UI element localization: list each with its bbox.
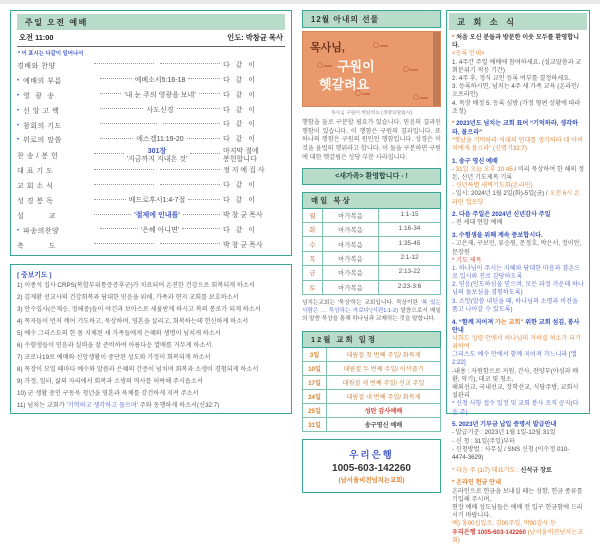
news-line (452, 166, 584, 182)
worship-item-detail (127, 148, 188, 164)
worship-item-detail (136, 136, 183, 144)
news-line (452, 400, 584, 416)
text-segment: '기억하고 생각하고 물으며' (66, 401, 139, 409)
news-line (452, 319, 584, 335)
performer-line1: 박 창 균 목사 (223, 241, 263, 249)
schedule-event: 대림절 첫 번째 주일/ 화목제 (346, 351, 421, 359)
text-segment: 2) 김재환 선교사의 건강회복과 담대한 믿음을 위해, 가족과 현지 교회를 보호하소서 (17, 293, 239, 301)
schedule-day: 31일 (303, 418, 327, 431)
detail-line1: 에베소서5:16-18 (134, 76, 186, 84)
text-segment: 8) 목장이 모일 때마다 예수와 말씀과 은혜의 간증이 넘치며 회복과 소생이 경험되게 하소서 (17, 365, 259, 373)
worship-row (17, 194, 285, 209)
prayer-line (17, 376, 285, 388)
worship-item-performer (223, 148, 285, 164)
text-segment: 말씀으로서 매일의 말씀 묵상을 통해 하나님과 교제하는 것을 말합니다. (302, 308, 441, 323)
detail-line1: '절제에 인내를' (134, 212, 180, 220)
meditation-day: 금 (303, 266, 323, 279)
scan-edge (0, 0, 600, 4)
meditation-book: 마가복음 (323, 281, 379, 294)
meditation-range: 1:35-45 (398, 239, 421, 247)
standing-note: * 이 표시는 다같이 일어나서 (18, 50, 84, 57)
news-line (452, 384, 584, 400)
performer-line1: 다 같 이 (223, 91, 255, 99)
daily-meditation-table (302, 209, 441, 295)
text-segment: 10) 군 생활 중인 구동욱 청년을 영혼과 육체를 강건하게 지켜 주소서 (17, 389, 199, 397)
news-line (452, 335, 584, 351)
row-bullet: • (17, 107, 20, 114)
text-segment: 넘치는교회는 '묵상'하는 교회입니다. 묵상이란 (302, 299, 421, 306)
table-row (302, 390, 441, 404)
text-segment: -내용 : 자원함으로 지원, 간사, 찬양부(야심과 배환, 악기), 데코 및 청소, (452, 367, 579, 383)
text-segment: 위한 교회 섬김, 봉사 안내 (452, 318, 580, 334)
dotted-leader (94, 199, 126, 200)
text-segment: 가는 교회” (494, 318, 524, 326)
worship-row (17, 59, 285, 74)
text-segment: * 온라인 헌금 안내 (452, 479, 502, 487)
worship-item-performer (223, 242, 285, 250)
worship-item-label: 파송의찬양 (23, 227, 60, 235)
text-segment: 1. 하나님이 주시는 지혜와 담대한 마음과 겸손으로 입시와 진로 감당하도록 (452, 264, 581, 281)
text-segment: 1) 이종석 집사 CRPS(복합부위통증증후군)가 치료되어 온전한 건강으로 회복되게 하소서 (17, 282, 255, 289)
prayer-section-title: [ 중보기도 ] (17, 272, 52, 279)
book-description: 행함을 둘로 구분할 필요가 있습니다. 믿음의 결과인 행함이 있습니다. 이 행함은 구원의 결과입니다. 또 하나의 행함은 구원의 원인인 행함입니다. 성경은 이것을 율법의 행위라고 합니다. 이 둘을 구분하면 구원에 대한 헷갈림은 상당 부분 사라집니다. (302, 119, 441, 161)
prayer-line (17, 292, 285, 304)
worship-item-performer (223, 107, 285, 115)
performer-line1: 다 같 이 (223, 76, 255, 84)
dotted-leader (160, 169, 220, 170)
text-segment: 6) 수험생들이 믿음과 실력을 잘 준비하여 아름다운 열매를 거두게 하소서. (17, 341, 214, 349)
dotted-leader (94, 214, 131, 215)
meditation-book: 마가복음 (323, 252, 379, 265)
bank-account-holder: (남서울비전넘치는교회) (338, 476, 405, 484)
performer-line1: 다 같 이 (223, 197, 255, 205)
daily-meditation-title: 매일 묵상 (302, 192, 441, 209)
table-row (302, 223, 441, 237)
performer-line1: 다 같 이 (223, 136, 255, 144)
text-segment: 3. 수험생을 위해 계속 중보합시다. (452, 232, 543, 240)
prayer-line (17, 316, 285, 328)
performer-line1: 마지막 절에 (223, 147, 259, 155)
prayer-line (17, 328, 285, 340)
dotted-leader (177, 108, 220, 109)
dotted-leader (183, 214, 220, 215)
meditation-book: 마가복음 (323, 266, 379, 279)
newcomer-welcome-banner: <새가족> 환영합니다 - ! (302, 168, 441, 185)
book-title-line2: 구원이 (337, 59, 375, 74)
prayer-line (17, 340, 285, 352)
key-icon (317, 62, 323, 68)
meditation-day: 목 (303, 252, 323, 265)
prayer-line (17, 280, 285, 292)
schedule-event: 대림절 두 번째 주일/ 이삭줍기 (343, 365, 424, 373)
text-segment: 2. 다음 주일은 2024년 신년감사 주일 (452, 211, 551, 219)
dotted-leader (94, 63, 154, 64)
text-segment: 다음 주 (1/7) 대표기도 : (456, 466, 521, 474)
meditation-book: 마가복음 (323, 237, 379, 250)
detail-line1: 사도신경 (146, 106, 174, 114)
worship-item-performer (223, 92, 285, 100)
table-row (302, 418, 441, 432)
worship-item-performer (223, 121, 285, 129)
table-row (302, 348, 441, 362)
meditation-day: 월 (303, 209, 323, 222)
meditation-range: 1:16-34 (398, 225, 421, 233)
worship-item-label: 설 교 (17, 213, 56, 221)
dotted-leader (190, 153, 220, 154)
worship-row (17, 224, 285, 239)
bank-account-number: 1005-603-142260 (332, 462, 411, 474)
text-segment: 3. 소망(말씀 내딛을 때, 하나님의 소명과 비전을 품고 나아갈 수 있도록) (452, 297, 578, 313)
meditation-book: 마가복음 (323, 209, 379, 222)
text-segment: 온라인으로 헌금을 보내실 때는 성함, 헌금 종류를 기입해 주시며, (452, 487, 583, 503)
detail-line1: '내 눈 주의 영광을 보네' (124, 91, 196, 99)
text-segment: <등록 안내> (452, 50, 485, 58)
detail-line1: '은혜 아니면' (140, 226, 180, 234)
row-bullet: • (17, 137, 20, 144)
text-segment: * 기도 제목 (452, 256, 482, 264)
worship-item-label: 찬 송 / 봉 헌 (17, 152, 59, 160)
worship-item-label: 신 앙 고 백 (23, 107, 60, 115)
news-line (452, 100, 584, 116)
worship-item-detail (141, 227, 179, 235)
text-segment: * (452, 120, 457, 128)
dotted-leader (100, 138, 133, 139)
dotted-leader (100, 93, 121, 94)
row-bullet: • (17, 122, 20, 129)
detail-line1: 에스겔11:19-20 (136, 136, 184, 144)
worship-row (17, 238, 285, 253)
table-row (302, 266, 441, 280)
worship-item-label: 위로의 말씀 (23, 137, 62, 145)
worship-row (17, 164, 285, 179)
worship-row (17, 209, 285, 224)
worship-item-performer (223, 77, 285, 85)
dotted-leader (94, 153, 124, 154)
church-news-title: 교 회 소 식 (449, 13, 587, 30)
book-title-line3: 헷갈려요 (319, 77, 370, 92)
dotted-leader (160, 243, 220, 244)
text-segment: 4. 목장 배정 5. 등록 심방 (가정 형편 상황에 따라 조정) (452, 99, 581, 115)
schedule-event: 송구영신 예배 (364, 421, 403, 429)
text-segment: 오전 6시 온라인 업로딩 (452, 190, 580, 206)
news-line (452, 34, 584, 50)
left-page (10, 10, 292, 414)
book-spine (433, 32, 440, 106)
book-cover-image (302, 31, 441, 107)
worship-item-label: 대 표 기 도 (17, 168, 54, 176)
worship-item-label: 참회의 기도 (23, 122, 62, 130)
schedule-event: 대림절 네 번째 주일/ 화목제 (346, 393, 421, 401)
worship-item-performer (223, 182, 285, 190)
meditation-range: 2:23-3:6 (397, 282, 422, 290)
schedule-event: 성탄 감사예배 (364, 407, 403, 415)
news-line (452, 438, 584, 446)
dotted-leader (182, 228, 220, 229)
text-segment: 예) 홍00십일조, 김00주일, 박00감사 등 (452, 520, 556, 528)
worship-item-performer (223, 62, 285, 70)
table-row (302, 376, 441, 390)
schedule-day: 24일 (303, 390, 327, 403)
performer-line1: 다 같 이 (223, 182, 255, 190)
worship-item-performer (223, 227, 285, 235)
meditation-book: 마가복음 (323, 223, 379, 236)
dotted-leader (100, 108, 143, 109)
detail-line2: '지금까지 지내온 것' (126, 155, 188, 163)
news-line (452, 429, 584, 437)
news-line (452, 257, 584, 265)
bank-name: 우리은행 (349, 449, 394, 461)
dotted-leader (94, 169, 154, 170)
text-segment: 4. “함께 지어져 (452, 318, 495, 326)
dotted-leader (160, 184, 220, 185)
worship-leader: 인도: 박창균 목사 (227, 33, 283, 42)
table-row (302, 362, 441, 376)
text-segment: 우리은행 1005-603-142260 (452, 528, 528, 536)
prayer-lines (17, 280, 285, 412)
text-segment: 2. 믿음(인도하심을 믿으며, 모든 과정 가운데 하나님의 돌보심을 경험하도록) (452, 281, 584, 297)
key-icon (373, 42, 379, 48)
prayer-line (17, 400, 285, 412)
news-line (452, 190, 584, 206)
performer-line1: 정 지 예 집 사 (223, 167, 265, 175)
news-line (452, 446, 584, 462)
dotted-leader (100, 123, 157, 124)
worship-item-detail (134, 212, 180, 220)
worship-item-performer (223, 212, 285, 220)
worship-row (17, 133, 285, 148)
schedule-day: 10일 (303, 362, 327, 375)
row-bullet: • (17, 227, 20, 234)
news-line (452, 59, 584, 75)
text-segment: (남서울비전넘치는교회) (452, 528, 584, 544)
dotted-leader (187, 138, 220, 139)
text-segment: 현장 예배 성도님들은 예배 전 입구 헌금함에 드리시기 바랍니다. (452, 503, 583, 520)
worship-item-detail (146, 107, 173, 115)
church-news-column (446, 10, 590, 544)
news-line (452, 240, 584, 256)
right-page (302, 10, 590, 544)
text-segment: 11) 넘치는 교회가 (17, 401, 67, 409)
news-line (452, 50, 584, 58)
news-line (452, 529, 584, 545)
text-segment: - 일시: 2024년 1월 2일(화)-5일(금) / (452, 190, 550, 198)
gift-column (302, 10, 441, 493)
dotted-leader (94, 243, 154, 244)
performer-line1: 다 같 이 (223, 121, 255, 129)
text-segment: - (452, 165, 456, 173)
news-line (452, 83, 584, 99)
book-caption: 목사님 구원이 헷갈려요 (생명의말씀사) (330, 111, 413, 116)
intercessory-prayer-section (10, 264, 292, 414)
table-row (302, 404, 441, 418)
meditation-day: 수 (303, 237, 323, 250)
performer-line2: 봉헌합니다 (223, 155, 257, 163)
key-icon (403, 66, 409, 72)
text-segment: - 전 세대 연합 예배 (452, 219, 503, 227)
text-segment: 9) 가정, 일터, 삶의 자리에서 회복과 소생의 역사를 허락해 주시옵소서 (17, 377, 203, 385)
dotted-leader (163, 123, 220, 124)
book-title-line1: 목사님, (310, 42, 345, 54)
worship-item-performer (223, 167, 285, 175)
text-segment: 2023년도 넘치는 교회 표어 “기억하라, 생각하라, 물으라” (452, 120, 578, 136)
prayer-line (17, 304, 285, 316)
text-segment: 5. 2023년 기부금 납입 증명서 발급안내 (452, 421, 557, 429)
text-segment: - 신 청 : 31일(주일)부터 (452, 437, 516, 445)
row-bullet: • (17, 92, 20, 99)
news-line (452, 467, 584, 475)
worship-row (17, 88, 285, 103)
prayer-line (17, 388, 285, 400)
text-segment: 31일 오늘 오후 10:45 (455, 165, 513, 173)
performer-line1: 다 같 이 (223, 106, 255, 114)
worship-section-title: 주일 오전 예배 (17, 14, 285, 30)
news-line (452, 351, 584, 367)
worship-rows (17, 59, 285, 254)
text-segment: 너희도 성령 안에서 하나님의 거하실 처소가 되기 위하여 (452, 334, 581, 351)
worship-item-label: 예배의 부름 (23, 77, 62, 85)
news-line (452, 137, 584, 153)
worship-item-performer (223, 197, 285, 205)
text-segment: * 신청 사항 접수 일정 및 교회 봉사 조직 공지(다음 주) (452, 400, 579, 416)
text-segment: 1. 송구 영신 예배 (452, 157, 498, 165)
news-line (452, 75, 584, 83)
text-segment: 2. 4주 후, 정식 교인 등록 여부를 결정하세요. (452, 74, 571, 82)
meditation-note (302, 299, 441, 324)
worship-item-detail (129, 197, 186, 205)
news-line (452, 120, 584, 136)
text-segment: 그리스도 예수 안에서 함께 지어져 가느니라 [엡 2:22] (452, 351, 577, 367)
gift-section-title: 12월 아내의 선물 (302, 10, 441, 28)
dotted-leader (188, 199, 220, 200)
worship-time-row (17, 30, 285, 47)
december-schedule-table (302, 348, 441, 432)
dotted-leader (160, 63, 220, 64)
worship-item-performer (223, 136, 285, 144)
meditation-day: 화 (303, 223, 323, 236)
schedule-day: 3일 (303, 348, 327, 361)
text-segment: 3. 등록하시면, 넘치는 4주 새 가족 교육 (온라인/오프라인) (452, 83, 579, 99)
schedule-day: 17일 (303, 376, 327, 389)
news-line (452, 265, 584, 281)
text-segment: * (452, 34, 457, 41)
text-segment: 해외선교, 국내선교, 장학선교, 식당주방, 교회시설관리 (452, 384, 579, 400)
news-line (452, 281, 584, 297)
text-segment: * (452, 466, 457, 474)
table-row (302, 281, 441, 295)
detail-line1: 301장 (147, 147, 167, 155)
dotted-leader (188, 78, 220, 79)
text-segment: 5) 예수 그리스도의 한 몸 지체된 새 가족들에게 은혜와 생명이 넘치게 하소서 (17, 329, 221, 337)
meditation-range: 1:1-15 (400, 210, 419, 218)
worship-item-label: 영 광 송 (23, 92, 55, 100)
news-line (452, 368, 584, 384)
worship-time: 오전 11:00 (19, 33, 54, 42)
text-segment: - 신청방법 : 사무실 / SNS 신청 (이수정 010-4474-3629) (452, 445, 570, 461)
news-line (452, 298, 584, 314)
news-line (452, 479, 584, 487)
detail-line1: 베드로후서1:4-7절 (128, 197, 186, 205)
text-segment: 주와 동행하게 하소서(신32:7) (138, 401, 220, 409)
dotted-leader (199, 93, 220, 94)
worship-row (17, 179, 285, 194)
worship-item-label: 축 도 (17, 242, 56, 250)
worship-item-label: 경배와 찬양 (17, 62, 56, 70)
meditation-range: 2:13-22 (398, 268, 421, 276)
dotted-leader (94, 184, 154, 185)
text-segment: 신석규 장로 (520, 466, 552, 474)
news-line (452, 488, 584, 504)
worship-item-detail (124, 92, 195, 100)
prayer-line (17, 352, 285, 364)
news-line (452, 504, 584, 520)
performer-line1: 박 창 균 목사 (223, 212, 263, 220)
schedule-day: 25일 (303, 404, 327, 417)
schedule-event: 대림절 세 번째 주일/ 선교 주일 (342, 379, 425, 387)
text-segment: - 발급기준 : 2023년 1월 1일-12월 31일 (452, 429, 556, 437)
text-segment: - 고은재, 구보민, 류승원, 문정호, 박은서, 정이안, 문장원 (452, 240, 582, 256)
meditation-day: 토 (303, 281, 323, 294)
worship-row (17, 103, 285, 118)
performer-line1: 다 같 이 (223, 226, 255, 234)
text-segment: “옛날을 기억하라 역대의 연대를 생각하라 네 아버지에게 물으라” (신명기32:7) (452, 136, 583, 152)
text-segment: 처음 오신 분들과 방문한 이웃 모두를 환영합니다. (452, 34, 580, 50)
worship-item-label: 교 회 소 식 (17, 183, 54, 191)
text-segment: 7) 코로나19로 예배와 신앙생활이 중단된 성도와 가정이 회복되게 하소서 (17, 353, 211, 361)
worship-row (17, 73, 285, 88)
news-line (452, 219, 584, 227)
bank-account-box (302, 439, 441, 493)
text-segment: 4) 목자들이 먼저 깨어 기도하고, 묵상하며, 영혼을 살리고, 회복하는데 헌신하게 하소서 (17, 317, 249, 325)
text-segment: - 신년특별 새벽기도회(온라인) (452, 182, 533, 190)
worship-item-detail (135, 77, 186, 85)
row-bullet: • (17, 77, 20, 84)
text-segment: 3) 안수집사(은재승, 정해중)들이 야긴과 보아스로 세움받게 하시고 복의 통로가 되게 하소서 (17, 305, 261, 313)
news-line (452, 158, 584, 166)
worship-order-section (10, 10, 292, 256)
news-line (452, 520, 584, 528)
worship-row (17, 118, 285, 133)
church-news-body (447, 32, 589, 548)
text-segment: / 미리 묵상하여 한 해의 정돈, 신년 기도제목 기록 (452, 165, 585, 181)
table-row (302, 252, 441, 266)
table-row (302, 237, 441, 251)
dotted-leader (100, 78, 132, 79)
text-segment: 1. 4주간 주일 예배에 참여하세요. (설교말씀과 교회분위기 적응 기간) (452, 58, 582, 74)
key-icon (413, 94, 419, 100)
meditation-range: 2:1-12 (400, 253, 419, 261)
worship-item-label: 성 경 봉 독 (17, 198, 54, 206)
performer-line1: 다 같 이 (223, 61, 255, 69)
table-row (302, 209, 441, 223)
december-schedule-title: 12월 교회 일정 (302, 331, 441, 348)
dotted-leader (100, 228, 138, 229)
worship-row (17, 148, 285, 164)
prayer-line (17, 364, 285, 376)
text-segment: '복 있는 사람은 … 묵상하는 자로다'(시편1:1-2) (302, 299, 441, 315)
